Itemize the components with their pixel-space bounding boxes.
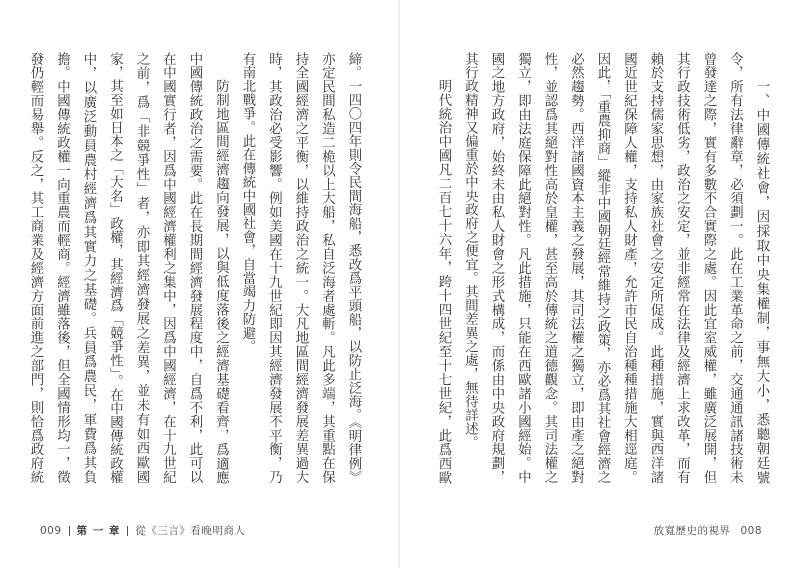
right-body-text (430, 52, 774, 484)
right-footer (653, 523, 762, 538)
right-running-title: 放寬歷史的視界 (653, 525, 731, 537)
right-page (400, 0, 800, 568)
left-running-title: 從《三言》看晚明商人 (135, 525, 246, 537)
footer-separator (127, 526, 128, 536)
footer-separator (69, 526, 70, 536)
left-paragraph-1: 締。一四〇四年則令民間海船，悉改爲平頭船，以防止泛海。《明律例》亦定民間私造二桅以上大船，私自泛海者處斬。凡此多端，其重點在保持全國經濟之平衡，以維持政治之統一。大凡地區間經濟發展差異過大時，其政治必受影響。例如美國在十九世紀即因其經濟發展不平衡，乃有南北戰爭。此在傳統中國社會，自當竭力防避。 (240, 52, 361, 484)
right-paragraph-1: 一、中國傳統社會，因採取中央集權制，事無大小，悉聽朝廷號令，所有法律辭章，必須劃一。此在工業革命之前，交通通訊諸技術未曾發達之際，實有多數不合實際之處。因此宜室威權，雖廣泛展開，但其行政技術低劣，政治之安定，並非經常在法律及經濟上求改革，而有賴於支持儒家思想，由家族社會之安定所促成。此種措施，實與西洋諸國近世紀保障人權，支持私人財產，允許市民自治種種措施大相逕庭。因此，「重農抑商」縱非中國朝廷經常維持之政策，亦必爲其社會經濟之必然趨勢。西洋諸國資本主義之發展，其司法權之獨立，即由產之絕對性，並認爲其絕對性高於皇權，甚至高於傳統之道德觀念。其司法權之獨立，即由法庭保障此絕對性。凡此措施，只能在西歐諸小國經始。中國之地方政府，始終未由私人財會之形式構成，而係由中央政府規劃，其行政精神又偏重於中央政府之便宜。其間差異之處，無待詳述。 (462, 52, 769, 484)
left-footer (40, 523, 245, 538)
right-paragraph-2: 明代統治中國凡二百七十六年，跨十四世紀至十七世紀，此爲西歐 (436, 78, 451, 484)
left-page-number: 009 (40, 524, 62, 537)
left-body-text (28, 52, 366, 484)
left-paragraph-2: 防制地區間經濟趨向發展，以與低度落後之經濟基礎看齊，爲適應中國傳統政治之需要。此在長期間經濟發展程度中，自爲不利，此可以在中國實行者，因爲中國經濟權利之集中，因爲中國經濟，在十九世紀之前，爲「非競爭性」者，亦即其經濟發展之差異，並未有如西歐國家，其至如日本之「大名」政權，其經濟爲「競爭性」。在中國傳統政權中，以廣泛動員農村經濟爲其實力之基礎。兵員爲農民，軍費爲其負擔。中國傳統政權一向重農而輕商。經濟雖落後，但全國情形均一，徵發仍輕而易舉。反之，其工商業及經濟方面前進之部門，則恰爲政府統 (28, 52, 229, 484)
right-page-number: 008 (740, 524, 762, 537)
chapter-label: 第 一 章 (76, 525, 121, 537)
